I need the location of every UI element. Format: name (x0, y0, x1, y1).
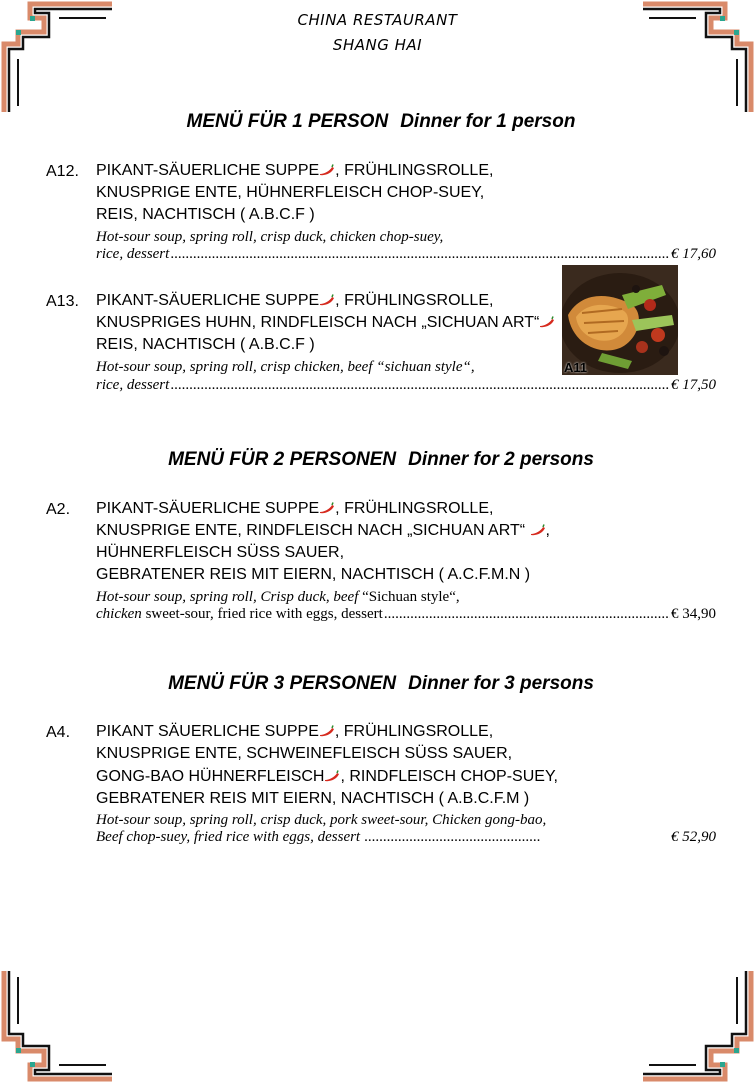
corner-ornament-bottom-right (643, 971, 755, 1083)
menu-item-de-line: GEBRATENER REIS MIT EIERN, NACHTISCH ( A.B.C.F.M ) (96, 790, 530, 807)
menu-item-code: A4. (46, 724, 71, 741)
menu-item-en-line: Hot-sour soup, spring roll, Crisp duck, beef “Sichuan style“, (96, 589, 460, 605)
chili-icon (319, 294, 335, 306)
menu-item-de-line: PIKANT-SÄUERLICHE SUPPE , FRÜHLINGSROLLE, (96, 162, 494, 179)
menu-item-code: A2. (46, 501, 71, 518)
menu-item-en-line: rice, dessert (96, 246, 170, 262)
menu-item-price-row (96, 606, 716, 623)
menu-item-en-line: Hot-sour soup, spring roll, crisp duck, pork sweet-sour, Chicken gong-bao, (96, 812, 547, 828)
dot-leader: ............................................... (364, 829, 541, 845)
restaurant-name: CHINA RESTAURANT (297, 11, 458, 29)
menu-item-de-line: GONG-BAO HÜHNERFLEISCH , RINDFLEISCH CHOP-SUEY, (96, 768, 558, 785)
menu-item-en-line: chicken sweet-sour, fried rice with eggs, dessert (96, 606, 383, 622)
section-title-1-person (0, 111, 755, 133)
menu-item-de-line: KNUSPRIGES HUHN, RINDFLEISCH NACH „SICHUAN ART“ (96, 312, 555, 334)
section-title-en: Dinner for 3 persons (408, 673, 594, 694)
menu-item-de-line: PIKANT-SÄUERLICHE SUPPE , FRÜHLINGSROLLE, (96, 292, 494, 309)
menu-item-de-line: PIKANT-SÄUERLICHE SUPPE , FRÜHLINGSROLLE, (96, 500, 494, 517)
section-title-3-persons (0, 673, 755, 695)
dot-leader (384, 606, 670, 623)
menu-item-en-line: Hot-sour soup, spring roll, crisp duck, chicken chop-suey, (96, 229, 444, 245)
menu-item-price-row (96, 246, 716, 263)
menu-item-de-line: KNUSPRIGE ENTE, SCHWEINEFLEISCH SÜSS SAUER, (96, 745, 513, 762)
restaurant-subname: SHANG HAI (332, 36, 423, 54)
menu-item-en-line: Beef chop-suey, fried rice with eggs, dessert (96, 829, 361, 845)
menu-item-de-line: HÜHNERFLEISCH SÜSS SAUER, (96, 544, 345, 561)
corner-ornament-bottom-left (0, 971, 112, 1083)
menu-item-de-line: PIKANT SÄUERLICHE SUPPE , FRÜHLINGSROLLE, (96, 723, 494, 740)
section-title-en: Dinner for 1 person (400, 111, 576, 132)
chili-icon (319, 164, 335, 176)
chili-icon (539, 316, 555, 328)
section-title-de: MENÜ FÜR 2 PERSONEN (168, 449, 397, 470)
chili-icon (530, 524, 546, 536)
menu-item-de-line: REIS, NACHTISCH ( A.B.C.F ) (96, 206, 315, 223)
section-title-de: MENÜ FÜR 1 PERSON (186, 111, 389, 132)
menu-item-en-line: rice, dessert (96, 377, 170, 393)
dot-leader (170, 377, 670, 394)
menu-item-price-row (96, 829, 716, 846)
menu-item-price-row (96, 377, 716, 394)
chili-icon (319, 502, 335, 514)
menu-item-de-line: KNUSPRIGE ENTE, RINDFLEISCH NACH „SICHUAN ART“ , (96, 522, 550, 539)
menu-item-code: A13. (46, 293, 79, 310)
menu-item-de-line: REIS, NACHTISCH ( A.B.C.F ) (96, 336, 315, 353)
food-photo (562, 265, 678, 375)
menu-item-de-line: KNUSPRIGE ENTE, HÜHNERFLEISCH CHOP-SUEY, (96, 184, 485, 201)
menu-item-price: € 34,90 (671, 606, 716, 622)
section-title-en: Dinner for 2 persons (408, 449, 594, 470)
menu-item-price: € 17,60 (671, 246, 716, 262)
food-photo-image (562, 265, 678, 375)
menu-item-code: A12. (46, 163, 79, 180)
menu-item-de-line: GEBRATENER REIS MIT EIERN, NACHTISCH ( A.C.F.M.N ) (96, 566, 531, 583)
menu-item-en-line: Hot-sour soup, spring roll, crisp chicken, beef “sichuan style“, (96, 359, 475, 375)
chili-icon (324, 770, 340, 782)
dot-leader (170, 246, 670, 263)
section-title-2-persons (0, 449, 755, 471)
menu-item-price: € 17,50 (671, 377, 716, 393)
section-title-de: MENÜ FÜR 3 PERSONEN (168, 673, 397, 694)
menu-item-price: € 52,90 (671, 829, 716, 845)
photo-label: A11 (564, 360, 588, 375)
chili-icon (319, 725, 335, 737)
